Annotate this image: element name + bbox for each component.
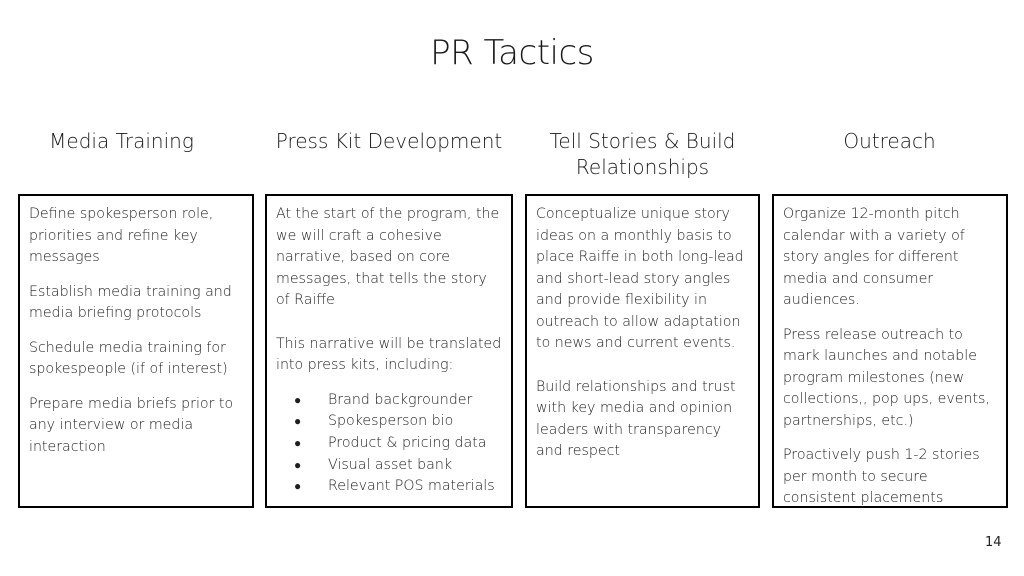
list-item-text: Brand backgrounder bbox=[328, 391, 473, 408]
paragraph: At the start of the program, the we will craft a cohesive narrative, based on core messages, that tells the story of Raiffe bbox=[276, 206, 500, 308]
paragraph: Proactively push 1-2 stories per month to secure consistent placements bbox=[783, 447, 980, 506]
paragraph: Schedule media training for spokespeople (if of interest) bbox=[29, 339, 228, 377]
tell-stories-box bbox=[525, 194, 760, 508]
bullet-icon: ● bbox=[294, 435, 302, 450]
outreach-box bbox=[772, 194, 1008, 508]
heading-outreach: Outreach bbox=[843, 129, 936, 153]
list-item bbox=[276, 455, 502, 477]
paragraph: Define spokesperson role, priorities and refine key messages bbox=[29, 206, 214, 265]
paragraph: Build relationships and trust with key media and opinion leaders with transparency and respect bbox=[536, 378, 736, 459]
paragraph: Establish media training and media briefing protocols bbox=[29, 283, 232, 321]
paragraph: Prepare media briefs prior to any interview or media interaction bbox=[29, 395, 234, 455]
list-item-text: Relevant POS materials bbox=[328, 478, 495, 495]
page-number: 14 bbox=[985, 535, 1002, 550]
bullet-icon: ● bbox=[294, 414, 302, 429]
heading-tell-stories bbox=[526, 128, 759, 180]
list-item-text: Visual asset bank bbox=[328, 456, 453, 473]
list-item bbox=[276, 390, 502, 412]
heading-press-kit: Press Kit Development bbox=[275, 129, 503, 153]
list-item bbox=[276, 476, 502, 498]
list-item bbox=[276, 433, 502, 455]
heading-tell-stories-line1: Tell Stories & Build bbox=[549, 129, 736, 153]
paragraph: Organize 12-month pitch calendar with a variety of story angles for different media and consumer audiences. bbox=[783, 206, 965, 308]
bullet-icon: ● bbox=[294, 479, 302, 494]
slide-title: PR Tactics bbox=[430, 33, 594, 73]
paragraph: Conceptualize unique story ideas on a monthly basis to place Raiffe in both long-lead and short-lead story angles and provide flexibility in outreach to allow adaptation to news and current events. bbox=[536, 206, 744, 351]
list-item bbox=[276, 411, 502, 433]
bullet-icon: ● bbox=[294, 392, 302, 407]
heading-tell-stories-line2: Relationships bbox=[575, 155, 710, 179]
paragraph: Press release outreach to mark launches and notable program milestones (new collections,, pop ups, events, partnerships, etc.) bbox=[783, 326, 990, 429]
bullet-icon: ● bbox=[294, 457, 302, 472]
list-item-text: Product & pricing data bbox=[328, 434, 487, 451]
press-kit-box bbox=[265, 194, 513, 508]
press-kit-list bbox=[276, 390, 502, 499]
heading-media-training: Media Training bbox=[49, 129, 194, 153]
paragraph: This narrative will be translated into press kits, including: bbox=[276, 335, 502, 373]
media-training-box bbox=[18, 194, 254, 508]
list-item-text: Spokesperson bio bbox=[328, 413, 454, 430]
